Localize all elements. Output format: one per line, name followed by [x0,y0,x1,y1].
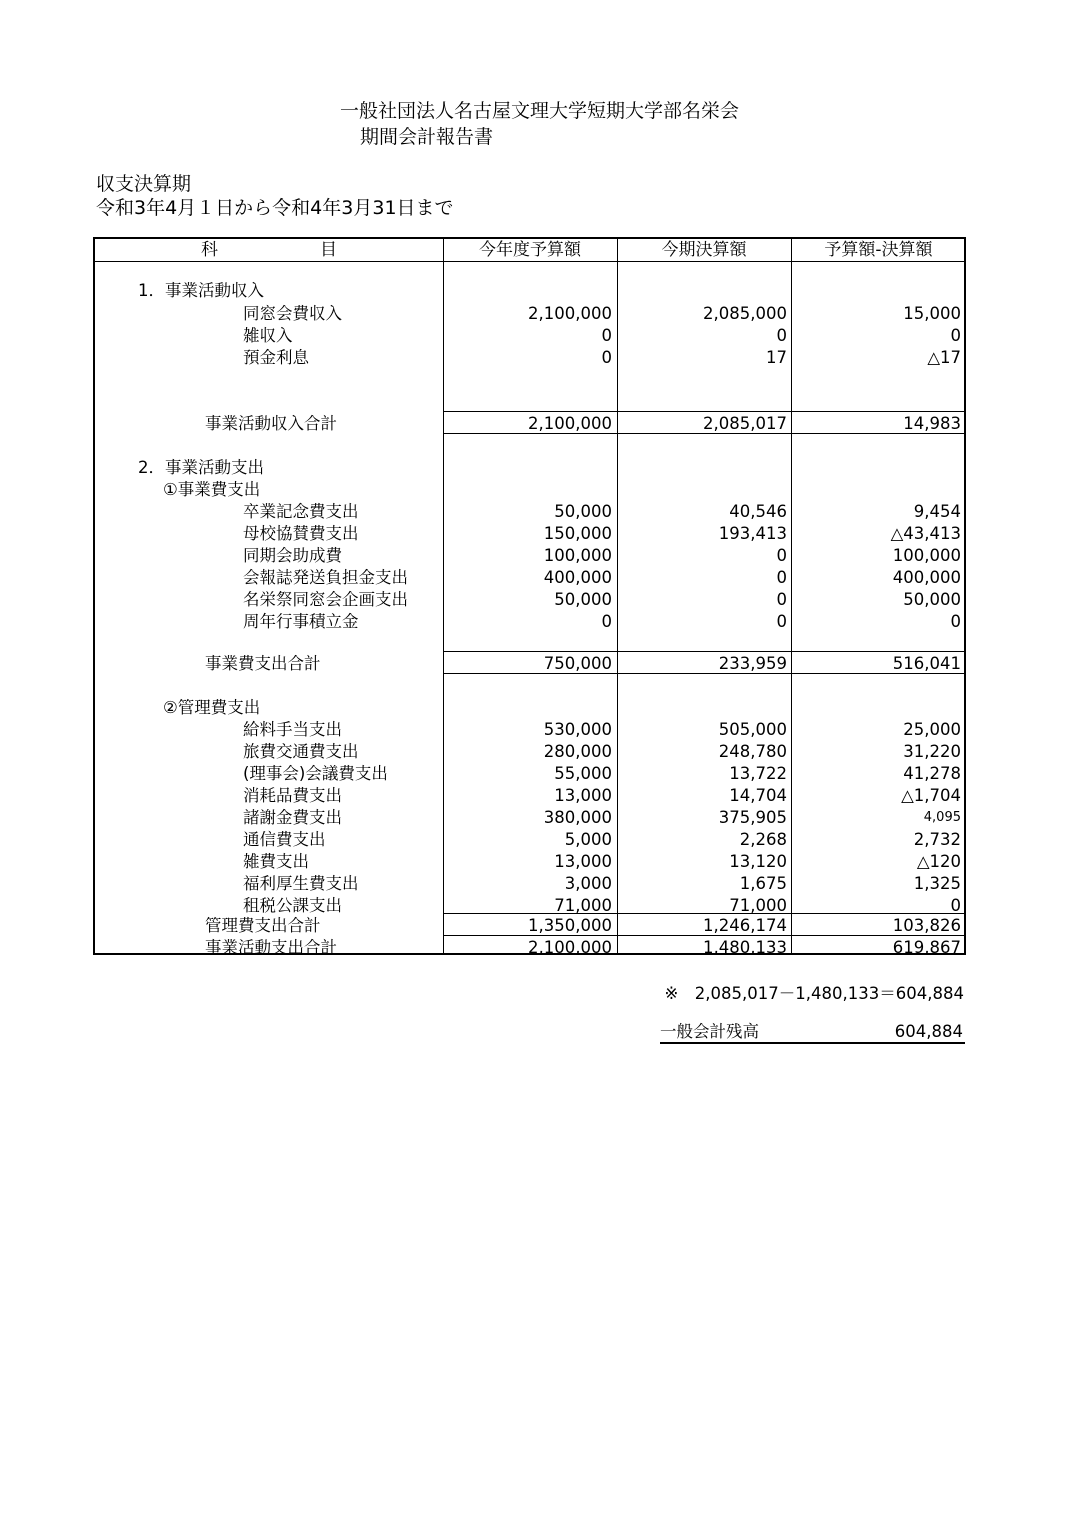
total-row-border [443,411,964,412]
actual-value: 17 [766,348,787,367]
actual-value: 505,000 [718,720,787,739]
budget-value: 13,000 [554,852,612,871]
row-label: 周年行事積立金 [243,612,359,631]
table-row [95,501,964,522]
row-label: 1．事業活動収入 [138,281,264,300]
table-row [95,347,964,368]
difference-value: 516,041 [892,654,961,673]
row-label: 租税公課支出 [243,896,342,915]
budget-value: 50,000 [554,502,612,521]
row-label: (理事会)会議費支出 [243,764,388,783]
table-row [95,567,964,588]
table-row [95,653,964,674]
budget-value: 750,000 [543,654,612,673]
table-row [95,873,964,894]
report-title-block [340,98,739,150]
row-label: 旅費交通費支出 [243,742,359,761]
table-row [95,457,964,478]
difference-value: 103,826 [892,916,961,935]
fiscal-period [96,172,454,220]
table-row [95,807,964,828]
table-row [95,479,964,500]
column-header-actual: 今期決算額 [661,240,747,260]
total-row-border [443,673,964,674]
table-row [95,763,964,784]
actual-value: 0 [776,590,787,609]
actual-value: 2,085,017 [703,414,787,433]
actual-value: 0 [776,546,787,565]
row-label: 諸謝金費支出 [243,808,342,827]
table-row [95,545,964,566]
calculation-note: ※ 2,085,017－1,480,133＝604,884 [664,984,964,1003]
table-row [95,325,964,346]
table-row [95,785,964,806]
table-row [95,829,964,850]
total-row-border [443,433,964,434]
actual-value: 13,722 [729,764,787,783]
budget-value: 50,000 [554,590,612,609]
total-row-border [443,935,964,936]
row-label: 福利厚生費支出 [243,874,359,893]
actual-value: 0 [776,326,787,345]
difference-value: 619,867 [892,938,961,957]
budget-value: 100,000 [543,546,612,565]
column-header-difference: 予算額-決算額 [824,240,933,260]
header-divider [95,261,964,262]
budget-value: 380,000 [543,808,612,827]
difference-value: 31,220 [903,742,961,761]
row-label: 会報誌発送負担金支出 [243,568,408,587]
budget-value: 150,000 [543,524,612,543]
row-label: 給料手当支出 [243,720,342,739]
budget-value: 280,000 [543,742,612,761]
difference-value: △120 [916,852,961,871]
table-row [95,611,964,632]
actual-value: 14,704 [729,786,787,805]
row-label: 消耗品費支出 [243,786,342,805]
row-label: ①事業費支出 [163,480,261,499]
difference-value: △1,704 [901,786,961,805]
row-label: 事業活動収入合計 [205,414,337,433]
actual-value: 1,246,174 [703,916,787,935]
table-row [95,523,964,544]
budget-value: 0 [601,348,612,367]
table-row [95,280,964,301]
difference-value: 1,325 [913,874,961,893]
column-header-subject: 科 目 [201,240,337,260]
difference-value: △43,413 [890,524,961,543]
budget-value: 2,100,000 [528,938,612,957]
actual-value: 375,905 [718,808,787,827]
actual-value: 13,120 [729,852,787,871]
budget-value: 2,100,000 [528,414,612,433]
table-row [95,413,964,434]
difference-value: △17 [927,348,961,367]
row-label: 事業活動支出合計 [205,938,337,957]
row-label: 卒業記念費支出 [243,502,359,521]
budget-value: 0 [601,326,612,345]
actual-value: 233,959 [718,654,787,673]
row-label: 預金利息 [243,348,309,367]
budget-value: 5,000 [564,830,612,849]
actual-value: 1,480,133 [703,938,787,957]
period-range: 令和3年4月１日から令和4年3月31日まで [96,197,454,219]
difference-value: 400,000 [892,568,961,587]
difference-value: 4,095 [923,810,961,825]
difference-value: 100,000 [892,546,961,565]
budget-value: 13,000 [554,786,612,805]
report-title: 期間会計報告書 [360,126,494,148]
budget-value: 55,000 [554,764,612,783]
period-label: 収支決算期 [96,173,192,195]
actual-value: 40,546 [729,502,787,521]
row-label: 雑収入 [243,326,293,345]
organization-name: 一般社団法人名古屋文理大学短期大学部名栄会 [340,100,740,122]
row-label: 通信費支出 [243,830,326,849]
budget-value: 2,100,000 [528,304,612,323]
difference-value: 41,278 [903,764,961,783]
budget-value: 71,000 [554,896,612,915]
difference-value: 50,000 [903,590,961,609]
difference-value: 15,000 [903,304,961,323]
balance-value: 604,884 [894,1022,963,1041]
budget-value: 530,000 [543,720,612,739]
actual-value: 0 [776,568,787,587]
budget-value: 0 [601,612,612,631]
table-row [95,741,964,762]
actual-value: 193,413 [718,524,787,543]
table-row [95,937,964,958]
actual-value: 0 [776,612,787,631]
budget-value: 3,000 [564,874,612,893]
total-row-border [443,913,964,914]
budget-value: 1,350,000 [528,916,612,935]
actual-value: 2,268 [739,830,787,849]
table-row [95,589,964,610]
difference-value: 0 [950,326,961,345]
difference-value: 0 [950,612,961,631]
difference-value: 2,732 [913,830,961,849]
actual-value: 2,085,000 [703,304,787,323]
difference-value: 0 [950,896,961,915]
table-row [95,697,964,718]
row-label: 事業費支出合計 [205,654,321,673]
balance-label: 一般会計残高 [660,1022,759,1041]
difference-value: 25,000 [903,720,961,739]
general-account-balance [660,1022,965,1044]
difference-value: 14,983 [903,414,961,433]
budget-value: 400,000 [543,568,612,587]
row-label: 雑費支出 [243,852,309,871]
account-table [93,237,966,955]
actual-value: 1,675 [739,874,787,893]
row-label: 母校協賛費支出 [243,524,359,543]
row-label: 管理費支出合計 [205,916,321,935]
table-row [95,851,964,872]
table-row [95,915,964,936]
actual-value: 71,000 [729,896,787,915]
total-row-border [443,651,964,652]
table-row [95,719,964,740]
row-label: 同期会助成費 [243,546,342,565]
table-row [95,303,964,324]
row-label: 同窓会費収入 [243,304,342,323]
row-label: 2．事業活動支出 [138,458,264,477]
row-label: ②管理費支出 [163,698,261,717]
difference-value: 9,454 [913,502,961,521]
actual-value: 248,780 [718,742,787,761]
column-header-budget: 今年度予算額 [479,240,581,260]
row-label: 名栄祭同窓会企画支出 [243,590,408,609]
